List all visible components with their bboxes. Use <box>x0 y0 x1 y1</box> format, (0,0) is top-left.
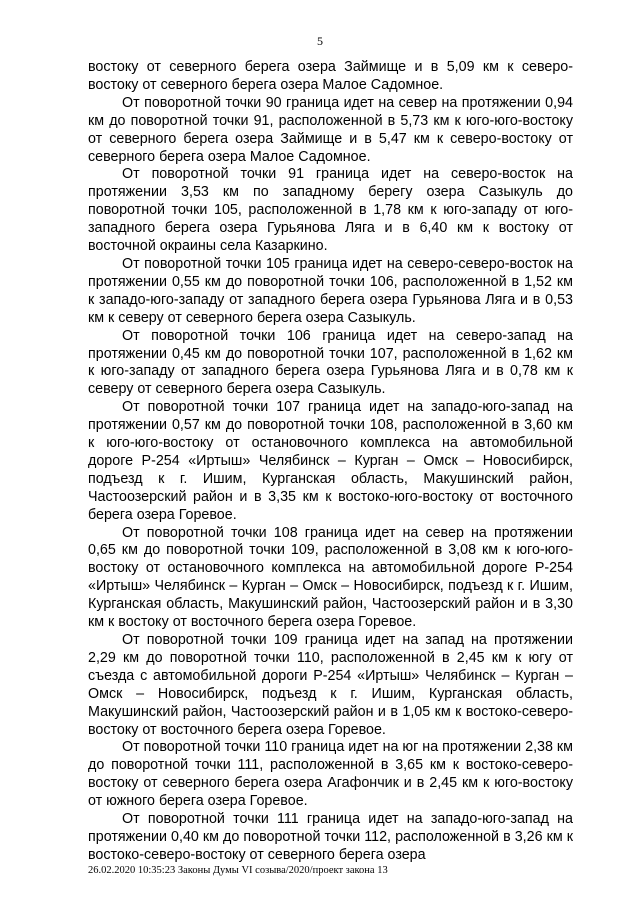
paragraph: От поворотной точки 91 граница идет на северо-восток на протяжении 3,53 км по западному берегу озера Сазыкуль до поворотной точки 105, расположенной в 1,78 км к юго-западу от юго-западного берега озера Гурьянова Ляга и в 6,40 км к востоку от восточной окраины села Казаркино. <box>88 166 573 255</box>
paragraph: От поворотной точки 106 граница идет на северо-запад на протяжении 0,45 км до поворотной точки 107, расположенной в 1,62 км к юго-западу от западного берега озера Гурьянова Ляга и в 0,78 км к северу от северного берега озера Сазыкуль. <box>88 327 573 398</box>
document-body <box>88 59 573 865</box>
paragraph: От поворотной точки 109 граница идет на запад на протяжении 2,29 км до поворотной точки 110, расположенной в 2,45 км к югу от съезда с автомобильной дороги Р-254 «Иртыш» Челябинск – Курган – Омск – Новосибирск, подъезд к г. Ишим, Курганская область, Макушинский район, Частоозерский район и в 1,05 км к востоко-северо-востоку от восточного берега озера Горевое. <box>88 632 573 738</box>
paragraph: От поворотной точки 107 граница идет на западо-юго-запад на протяжении 0,57 км до поворотной точки 108, расположенной в 3,60 км к юго-юго-востоку от остановочного комплекса на автомобильной дороге Р-254 «Иртыш» Челябинск – Курган – Омск – Новосибирск, подъезд к г. Ишим, Курганская область, Макушинский район, Частоозерский район и в 3,35 км к востоко-юго-востоку от восточного берега озера Горевое. <box>88 399 573 523</box>
paragraph: От поворотной точки 108 граница идет на север на протяжении 0,65 км до поворотной точки 109, расположенной в 3,08 км к юго-юго-востоку от остановочного комплекса на автомобильной дороге Р-254 «Иртыш» Челябинск – Курган – Омск – Новосибирск, подъезд к г. Ишим, Курганская область, Макушинский район, Частоозерский район и в 3,30 км к востоку от восточного берега озера Горевое. <box>88 524 573 631</box>
paragraph: От поворотной точки 110 граница идет на юг на протяжении 2,38 км до поворотной точки 111, расположенной в 3,65 км к востоко-северо-востоку от северного берега озера Агафончик и в 2,45 км к юго-востоку от южного берега озера Горевое. <box>88 739 573 810</box>
paragraph: От поворотной точки 111 граница идет на западо-юго-запад на протяжении 0,40 км до поворотной точки 112, расположенной в 3,26 км к востоко-северо-востоку от северного берега озера <box>88 811 573 863</box>
paragraph: От поворотной точки 90 граница идет на север на протяжении 0,94 км до поворотной точки 91, расположенной в 5,73 км к юго-юго-востоку от северного берега озера Займище и в 5,47 км к северо-востоку от северного берега озера Малое Садомное. <box>88 94 573 165</box>
page-number: 5 <box>317 34 323 48</box>
paragraph: От поворотной точки 105 граница идет на северо-северо-восток на протяжении 0,55 км до поворотной точки 106, расположенной в 1,52 км к западо-юго-западу от западного берега озера Гурьянова Ляга и в 0,53 км к северу от северного берега озера Сазыкуль. <box>88 255 573 326</box>
paragraph: востоку от северного берега озера Займище и в 5,09 км к северо-востоку от северного берега озера Малое Садомное. <box>88 59 573 93</box>
document-footer: 26.02.2020 10:35:23 Законы Думы VI созыва/2020/проект закона 13 <box>88 865 388 876</box>
